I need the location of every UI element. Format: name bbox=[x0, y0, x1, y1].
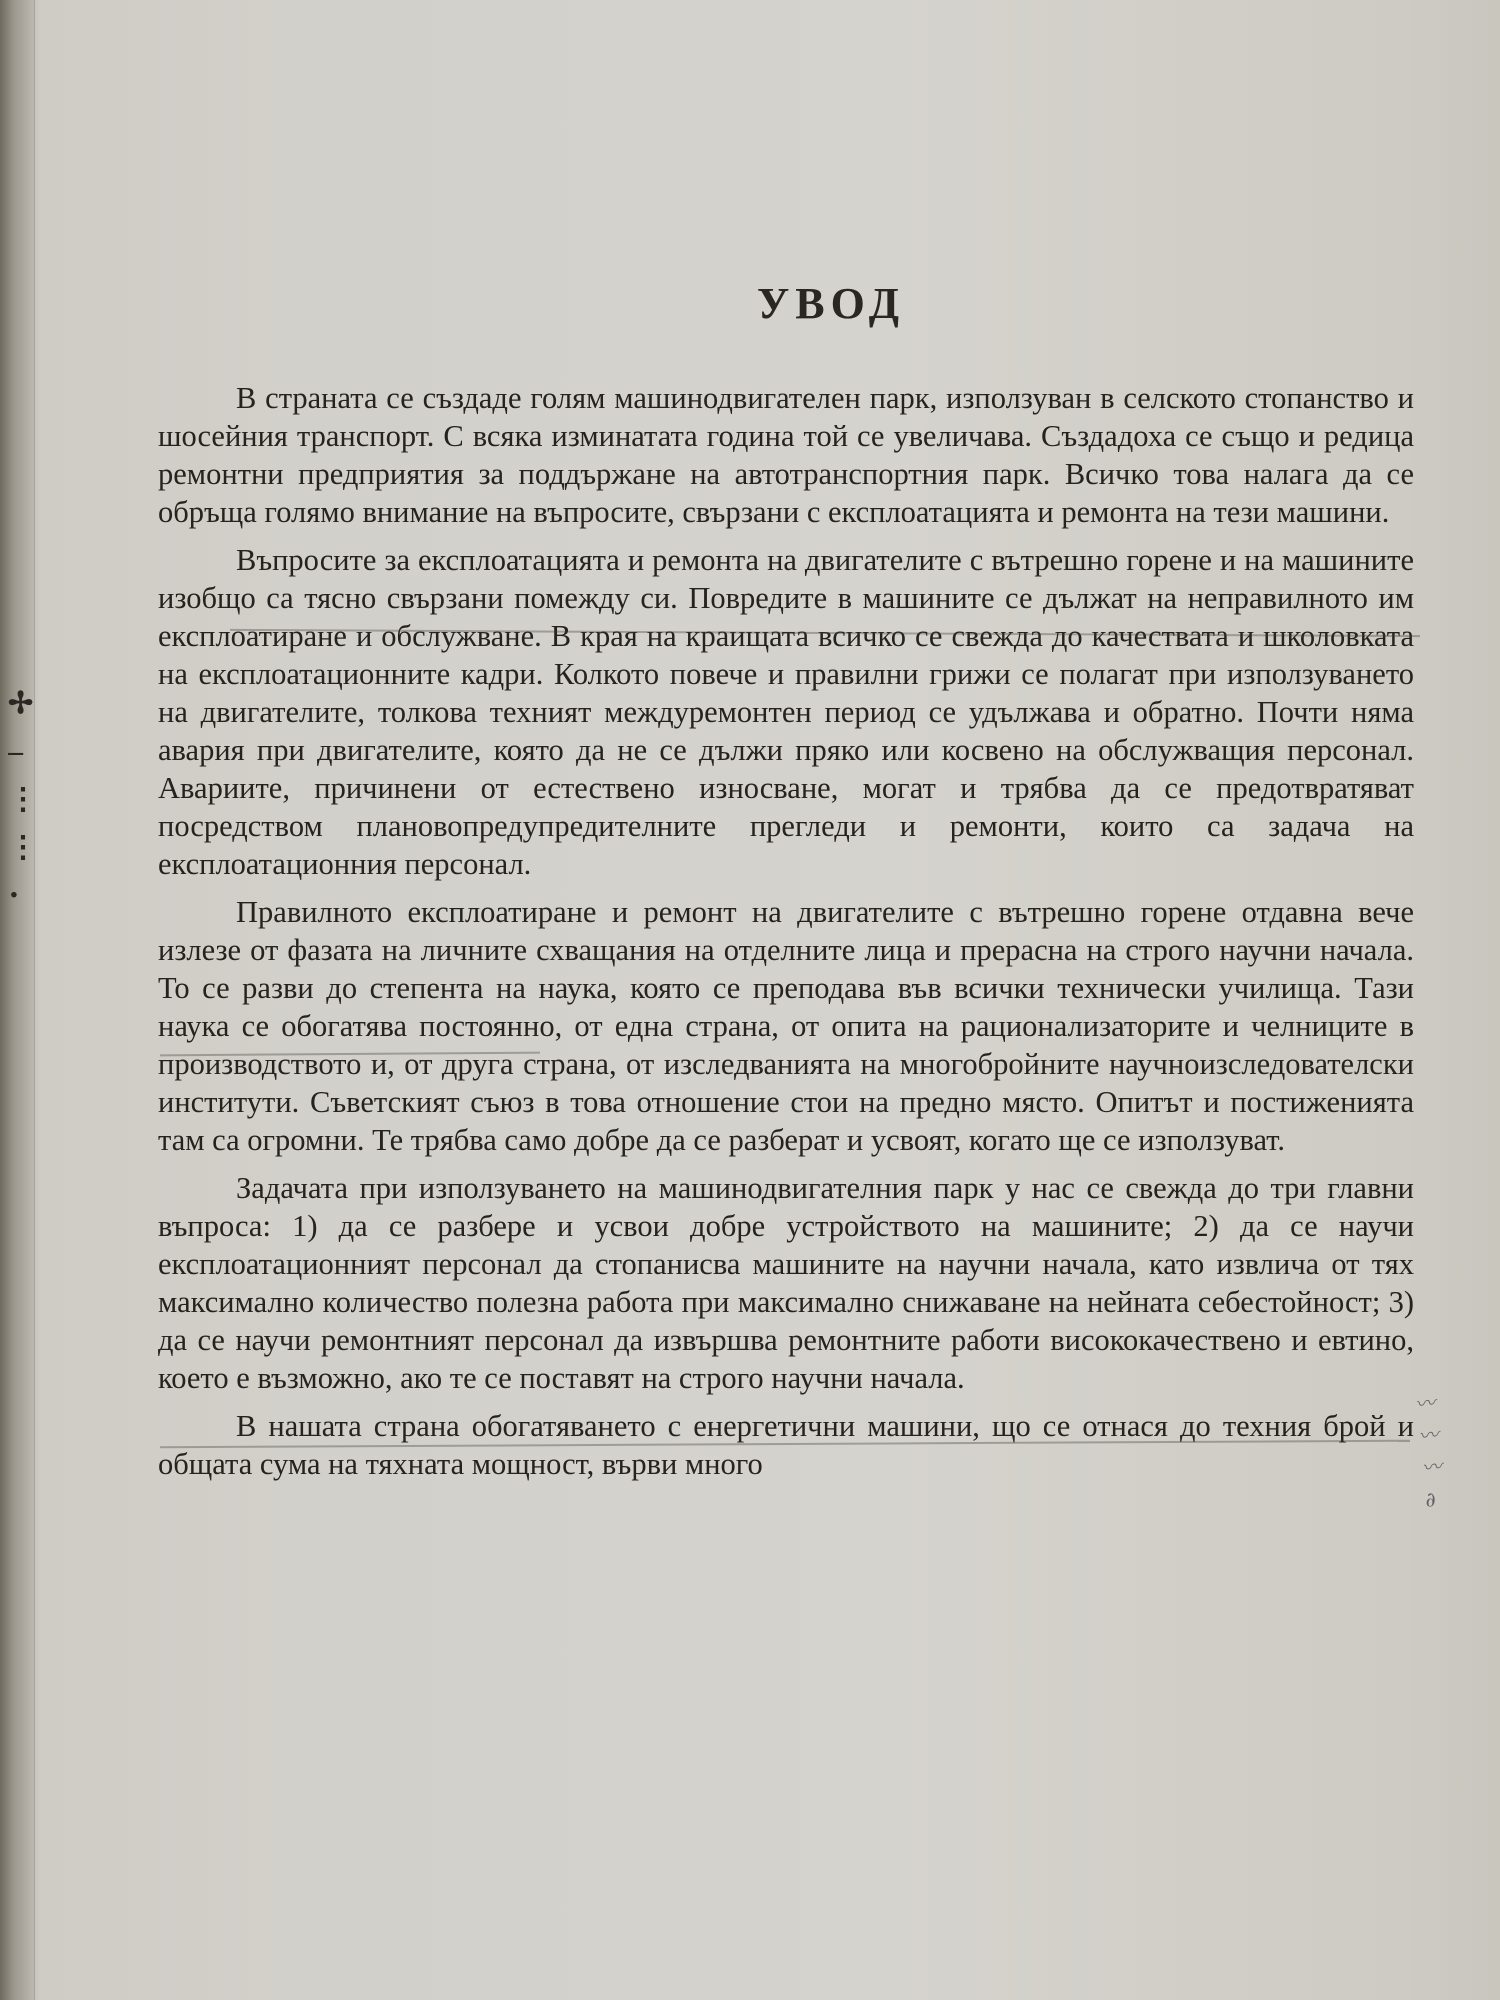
paragraph-1: В страната се създаде голям машинодвигателен парк, използуван в селското стопанство и шосейния транспорт. С всяка изминатата година той се увеличава. Създадоха се също и редица ремонтни предприятия за поддържане на автотранспортния парк. Всичко това налага да се обръща голямо внимание на въпросите, свързани с експлоатацията и ремонта на тези машини. bbox=[158, 381, 1414, 529]
page-body bbox=[158, 278, 1414, 1838]
page-title: УВОД bbox=[757, 279, 905, 328]
previous-page-edge: ✢ – ⋮ ⋮ ⋅ bbox=[8, 687, 38, 912]
paragraph-2: Въпросите за експлоатацията и ремонта на двигателите с вътрешно горене и на машините изобщо са тясно свързани помежду си. Повредите в машините се дължат на неправилното им експлоатиране и обслужване. В края на краищата всичко се свежда до качествата и школовката на експлоатационните кадри. Колкото повече и правилни грижи се полагат при използуването на двигателите, толкова техният междуремонтен период се удължава и обратно. Почти няма авария при двигателите, която да не се дължи пряко или косвено на обслужващия персонал. Авариите, причинени от естествено износване, могат и трябва да се предотвратяват посредством плановопредупредителните прегледи и ремонти, които са задача на експлоатационния персонал. bbox=[158, 543, 1414, 881]
handwritten-margin-note: 〰 〰 〰 ∂ bbox=[1413, 1390, 1444, 1512]
paragraph-4: Задачата при използуването на машинодвигателния парк у нас се свежда до три главни въпроса: 1) да се разбере и усвои добре устройството на машините; 2) да се научи експлоатационният персонал да стопанисва машините на научни начала, като извлича от тях максимално количество полезна работа при максимално снижаване на нейната себестойност; 3) да се научи ремонтният персонал да извършва ремонтните работи висококачествено и евтино, което е възможно, ако те се поставят на строго научни начала. bbox=[158, 1171, 1414, 1395]
paragraph-5: В нашата страна обогатяването с енергетични машини, що се отнася до техния брой и общата сума на тяхната мощност, върви много bbox=[158, 1409, 1414, 1481]
paragraph-3: Правилното експлоатиране и ремонт на двигателите с вътрешно горене отдавна вече излезе от фазата на личните схващания на отделните лица и прерасна на строго научни начала. То се разви до степента на наука, която се преподава във всички технически училища. Тази наука се обогатява постоянно, от една страна, от опита на рационализаторите и челниците в производството и, от друга страна, от изследванията на многобройните научноизследователски институти. Съветският съюз в това отношение стои на предно място. Опитът и постиженията там са огромни. Те трябва само добре да се разберат и усвоят, когато ще се използуват. bbox=[158, 895, 1414, 1157]
book-binding bbox=[0, 0, 35, 2000]
